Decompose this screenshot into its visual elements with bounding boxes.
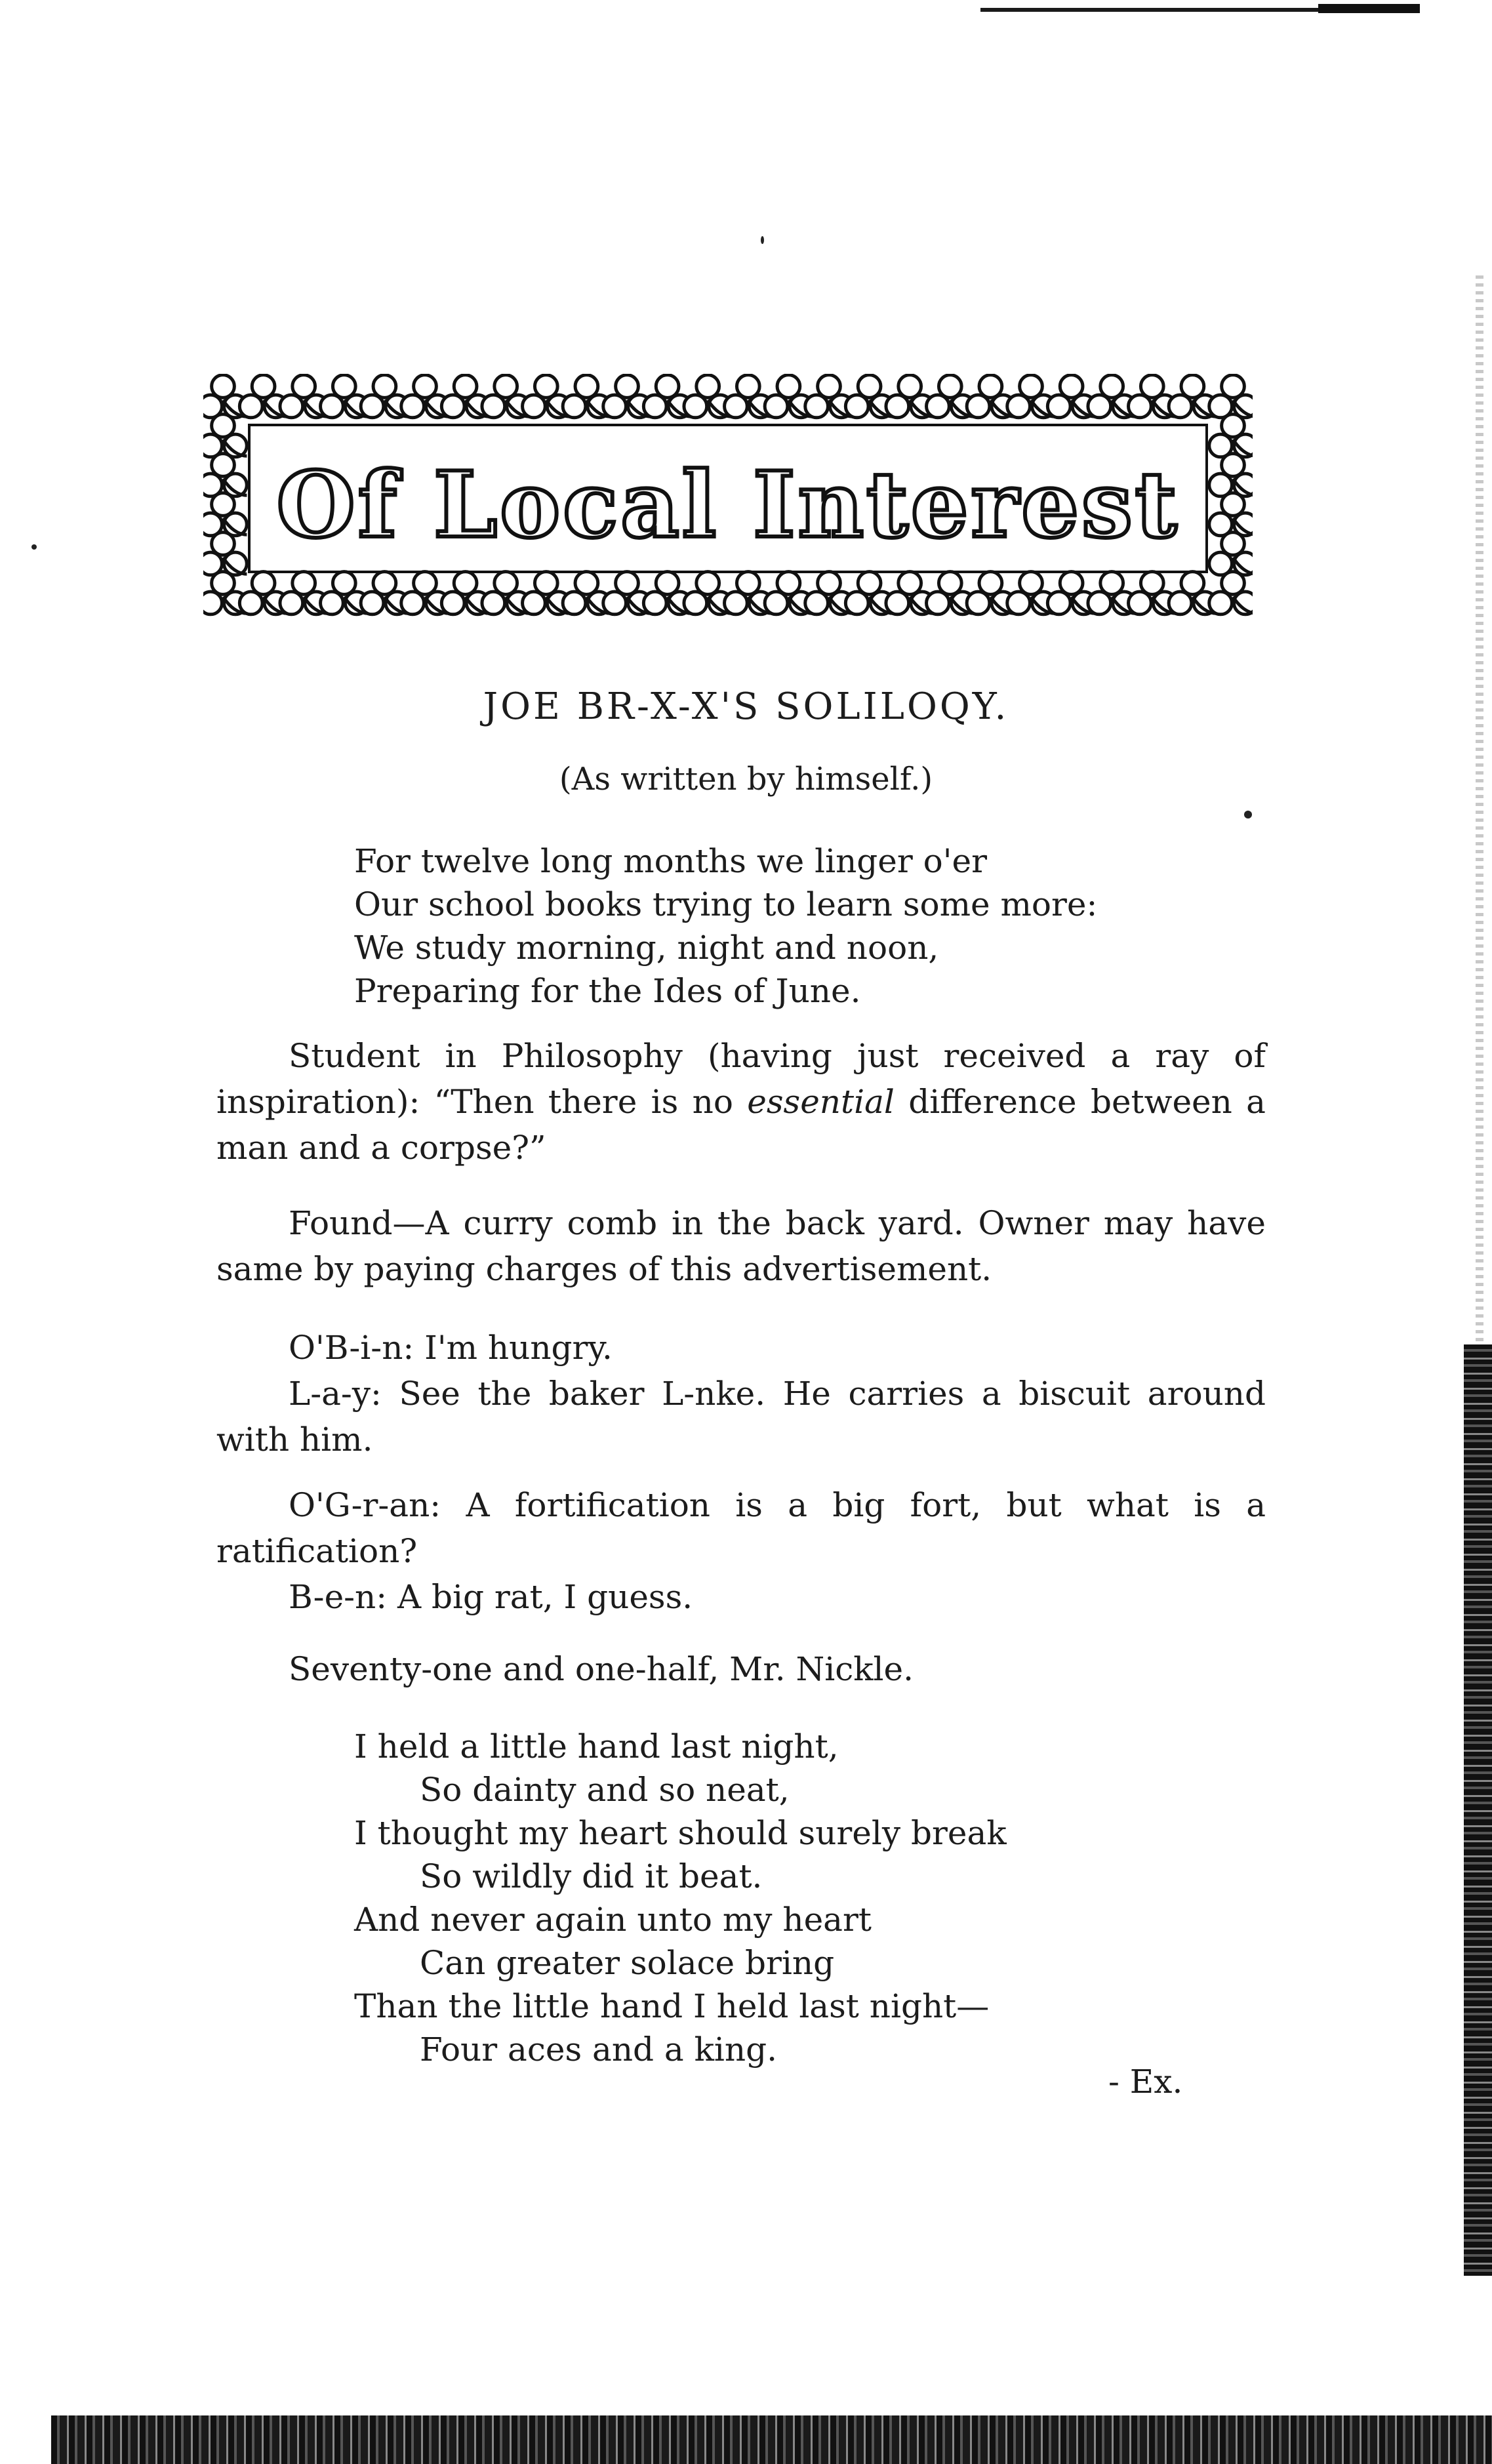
- poem-line: Four aces and a king.: [420, 2030, 778, 2069]
- article-heading: JOE BR-X-X'S SOLILOQY.: [483, 685, 1009, 728]
- paragraph-dialogue-ratification: [216, 1482, 1266, 1620]
- poem-line: So wildly did it beat.: [420, 1857, 763, 1895]
- page-edge-dark: [1464, 1344, 1492, 2276]
- clover-icon: [1209, 572, 1253, 615]
- signature: - Ex.: [1108, 2063, 1183, 2101]
- dialogue-line: L-a-y: See the baker L-nke. He carries a biscuit around with him.: [216, 1375, 1266, 1459]
- bottom-scan-band: [51, 2415, 1492, 2464]
- dialogue-line: B-e-n: A big rat, I guess.: [289, 1578, 693, 1616]
- dialogue-line: O'G-r-an: A fortification is a big fort, but what is a ratification?: [216, 1486, 1266, 1570]
- poem-line: I thought my heart should surely break: [354, 1814, 1007, 1852]
- clover-icon: [203, 414, 247, 457]
- paragraph-dialogue-hungry: [216, 1325, 1266, 1463]
- poem-line: And never again unto my heart: [354, 1901, 872, 1939]
- section-title: Of Local Interest: [276, 451, 1180, 558]
- paragraph-seventy-one: [216, 1646, 1266, 1692]
- poem-line: So dainty and so neat,: [420, 1771, 790, 1809]
- poem-line: I held a little hand last night,: [354, 1727, 839, 1766]
- poem-line: For twelve long months we linger o'er: [354, 842, 988, 880]
- poem-line: Can greater solace bring: [420, 1944, 835, 1982]
- poem-line: Than the little hand I held last night—: [354, 1987, 990, 2025]
- scan-speck: [1244, 811, 1252, 818]
- paragraph-text: difference between a man and a corpse?”: [216, 1083, 1266, 1167]
- scan-speck: [761, 236, 764, 244]
- clover-icon: [1209, 375, 1253, 418]
- paragraph-philosophy: [216, 1033, 1266, 1171]
- clover-icon: [1209, 414, 1253, 457]
- dialogue-line: O'B-i-n: I'm hungry.: [289, 1329, 613, 1367]
- poem-line: We study morning, night and noon,: [354, 929, 939, 967]
- paragraph-text: Found—A curry comb in the back yard. Owner may have same by paying charges of this advertisement.: [216, 1204, 1266, 1288]
- paragraph-text: Seventy-one and one-half, Mr. Nickle.: [289, 1650, 914, 1688]
- emphasis-text: essential: [747, 1083, 895, 1121]
- poem-line: Our school books trying to learn some more:: [354, 885, 1098, 923]
- paragraph-found: [216, 1200, 1266, 1292]
- article-subheading: (As written by himself.): [559, 761, 933, 798]
- poem-line: Preparing for the Ides of June.: [354, 972, 861, 1010]
- scan-speck: [31, 544, 37, 550]
- top-scan-rule-end: [1318, 4, 1420, 13]
- paragraph-text: Student in Philosophy (having just received a ray of inspiration): “Then there is no: [216, 1037, 1266, 1121]
- page-edge-shadow: [1476, 275, 1483, 1344]
